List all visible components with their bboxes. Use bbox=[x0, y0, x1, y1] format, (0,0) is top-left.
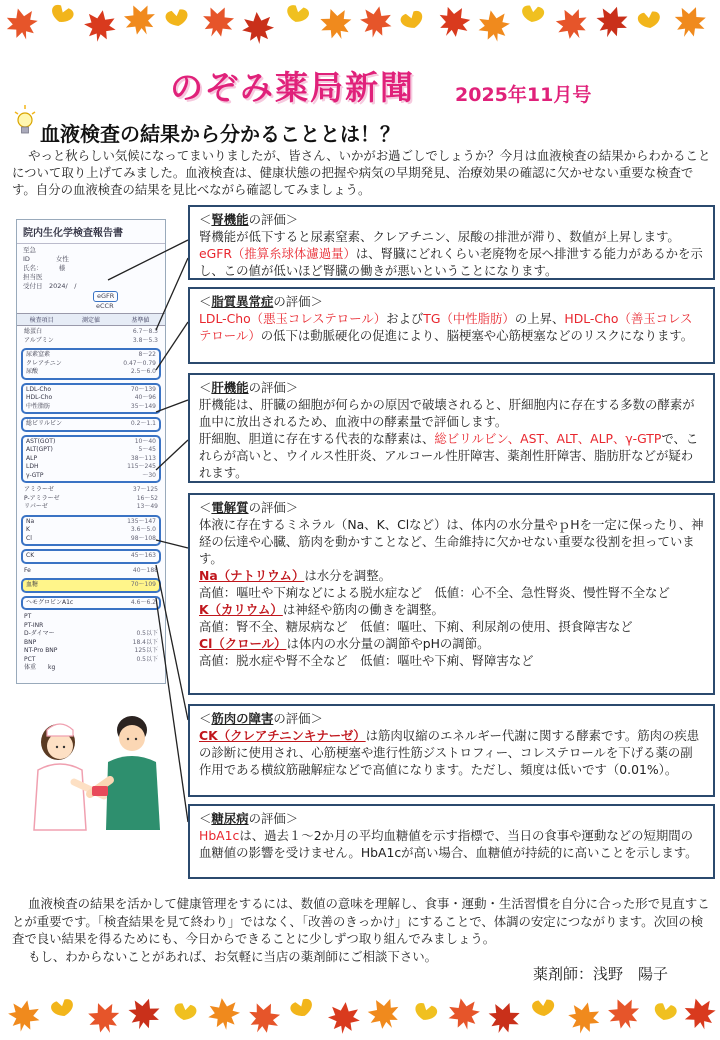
report-item-name: アミラーゼ bbox=[24, 486, 54, 493]
report-row bbox=[26, 463, 156, 472]
report-row bbox=[26, 455, 156, 464]
report-reference-range: 70～109 bbox=[130, 581, 156, 588]
maple-leaf-icon bbox=[241, 11, 276, 46]
report-row bbox=[26, 394, 156, 403]
report-group bbox=[24, 328, 158, 345]
report-item-name: PT bbox=[24, 613, 32, 620]
report-row bbox=[24, 328, 158, 337]
report-reference-range: 10～40 bbox=[134, 437, 156, 445]
kidney-box-title: ＜腎機能の評価＞ bbox=[199, 212, 299, 227]
report-row bbox=[26, 472, 156, 481]
maple-leaf-icon bbox=[81, 7, 118, 44]
report-row bbox=[24, 656, 158, 665]
report-item-name: HDL-Cho bbox=[26, 394, 53, 401]
report-row bbox=[24, 647, 158, 656]
report-reference-range: 5～45 bbox=[138, 446, 156, 453]
kidney-function-box bbox=[188, 205, 715, 280]
maple-leaf-icon bbox=[432, 0, 476, 44]
report-reference-range: 8～22 bbox=[138, 351, 156, 358]
maple-leaf-icon bbox=[565, 999, 604, 1038]
blood-test-report-image bbox=[16, 219, 166, 684]
report-meta: 至急 ID 女性 氏名： 様 担当医 受付日 2024/ / eGFR eCCR bbox=[17, 244, 165, 313]
maple-leaf-icon bbox=[603, 993, 645, 1035]
report-row bbox=[26, 368, 156, 377]
report-groups bbox=[17, 328, 165, 673]
report-row bbox=[26, 351, 156, 360]
report-reference-range: 125以下 bbox=[134, 647, 158, 654]
eccr-label: eCCR bbox=[96, 302, 114, 310]
report-row bbox=[24, 613, 158, 622]
report-reference-range: 16～52 bbox=[136, 494, 158, 502]
report-reference-range: 35～149 bbox=[130, 402, 156, 410]
liver-box-title: ＜肝機能の評価＞ bbox=[199, 380, 299, 395]
ginkgo-leaf-icon bbox=[46, 3, 75, 33]
report-title: 院内生化学検査報告書 bbox=[17, 220, 165, 244]
diabetes-box-title: ＜糖尿病の評価＞ bbox=[199, 811, 299, 826]
report-reference-range: 2.5～6.0 bbox=[130, 368, 156, 375]
kidney-box-text: 腎機能が低下すると尿素窒素、クレアチニン、尿酸の排泄が滞り、数値が上昇します。eGFR（推算糸球体濾過量）は、腎臓にどれくらい老廃物を尿へ排泄する能力があるかを示し、この値が低いほど腎臓の働きが悪いということになります。 bbox=[199, 229, 703, 278]
electrolyte-box bbox=[188, 493, 715, 695]
report-row bbox=[24, 503, 158, 512]
report-item-name: リパーゼ bbox=[24, 503, 48, 510]
report-row bbox=[24, 639, 158, 648]
report-item-name: PT-INR bbox=[24, 621, 44, 629]
report-reference-range: 0.47～0.79 bbox=[123, 359, 156, 367]
ginkgo-leaf-icon bbox=[651, 1002, 678, 1030]
report-item-name: PCT bbox=[24, 655, 36, 663]
report-item-name: LDL-Cho bbox=[26, 385, 52, 393]
maple-leaf-icon bbox=[243, 997, 286, 1040]
maple-leaf-icon bbox=[119, 0, 162, 41]
report-row bbox=[24, 630, 158, 639]
report-reference-range: 0.2～1.1 bbox=[130, 420, 156, 427]
report-item-name: 体重 kg bbox=[24, 664, 56, 671]
article-headline: 血液検査の結果から分かることとは！？ bbox=[40, 122, 400, 146]
report-row bbox=[26, 438, 156, 447]
report-reference-range: 135～147 bbox=[127, 517, 156, 525]
egfr-label: eGFR bbox=[93, 291, 118, 302]
report-row bbox=[26, 526, 156, 535]
report-item-name: 総蛋白 bbox=[24, 328, 43, 335]
lipid-box-title: ＜脂質異常症の評価＞ bbox=[199, 294, 323, 309]
ginkgo-leaf-icon bbox=[399, 9, 427, 39]
report-row bbox=[26, 599, 156, 608]
report-reference-range: 98～108 bbox=[130, 534, 156, 542]
report-row bbox=[24, 495, 158, 504]
report-group bbox=[24, 567, 158, 576]
report-item-name: AST(GOT) bbox=[26, 437, 56, 445]
report-row bbox=[24, 486, 158, 495]
report-row bbox=[26, 518, 156, 527]
report-item-name: アルブミン bbox=[24, 336, 54, 344]
maple-leaf-icon bbox=[362, 992, 406, 1036]
report-group bbox=[21, 383, 161, 415]
report-item-name: クレアチニン bbox=[26, 359, 62, 367]
intro-paragraph: やっと秋らしい気候になってまいりましたが、皆さん、いかがお過ごしでしょうか？今月は血液検査の結果からわかることについて取り上げてみました。血液検査は、健康状態の把握や病気の早期発見、治療効果の確認に欠かせない重要な検査です。自分の血液検査の結果を見比べながら確認してみましょう。 bbox=[12, 148, 711, 197]
report-item-name: 尿素窒素 bbox=[26, 351, 51, 358]
report-row bbox=[24, 622, 158, 631]
diabetes-box bbox=[188, 804, 715, 879]
report-item-name: BNP bbox=[24, 638, 37, 646]
sodium-detail: 高値：嘔吐や下痢などによる脱水症など 低値：心不全、急性腎炎、慢性腎不全など bbox=[199, 585, 670, 600]
report-reference-range: 70～139 bbox=[130, 385, 156, 393]
report-row bbox=[26, 360, 156, 369]
report-header-row: 検査項目 測定値 基準値 bbox=[17, 313, 165, 326]
ginkgo-leaf-icon bbox=[171, 1002, 197, 1029]
report-group bbox=[21, 596, 161, 611]
maple-leaf-icon bbox=[197, 1, 240, 44]
report-item-name: D-ダイマー bbox=[24, 630, 55, 637]
electrolyte-intro: 体液に存在するミネラル（Na、K、Clなど）は、体内の水分量やｐHを一定に保ったり、神経の伝達や心臓、筋肉を動かすことなど、生命維持に欠かせない重要な役割を担っています。 bbox=[199, 517, 704, 566]
report-reference-range: 18.4以下 bbox=[132, 638, 158, 646]
report-item-name: Fe bbox=[24, 566, 31, 574]
closing-paragraphs bbox=[12, 895, 712, 965]
report-item-name: 尿酸 bbox=[26, 368, 39, 375]
ginkgo-leaf-icon bbox=[50, 998, 77, 1027]
newsletter-title: のぞみ薬局新聞 bbox=[170, 68, 415, 107]
report-group bbox=[21, 549, 161, 564]
issue-date: 2025年11月号 bbox=[455, 84, 592, 106]
ginkgo-leaf-icon bbox=[637, 11, 662, 38]
maple-leaf-icon bbox=[445, 995, 483, 1033]
potassium-line: K（カリウム）は神経や筋肉の働きを調整。 bbox=[199, 602, 444, 617]
liver-function-box bbox=[188, 373, 715, 483]
report-group bbox=[24, 613, 158, 673]
report-reference-range: 45～163 bbox=[130, 552, 156, 559]
maple-leaf-icon bbox=[592, 2, 632, 42]
report-row bbox=[26, 552, 156, 561]
liver-box-text-2: 肝細胞、胆道に存在する代表的な酵素は、総ビリルビン、AST、ALT、ALP、γ-GTPで、これらが高いと、ウイルス性肝炎、アルコール性肝障害、薬剤性肝障害、脂肪肝などが疑われます。 bbox=[199, 431, 699, 480]
report-item-name: NT-Pro BNP bbox=[24, 647, 58, 654]
maple-leaf-icon bbox=[550, 2, 593, 45]
report-reference-range: 40～96 bbox=[134, 394, 156, 401]
lipid-box-text: LDL-Cho（悪玉コレステロール）およびTG（中性脂肪）の上昇、HDL-Cho（善玉コレステロール）の低下は動脈硬化の促進により、脳梗塞や心筋梗塞などのリスクになります。 bbox=[199, 311, 694, 343]
report-item-name: P-アミラーゼ bbox=[24, 494, 60, 502]
report-group bbox=[24, 486, 158, 512]
report-reference-range: 40～188 bbox=[132, 566, 158, 574]
report-row bbox=[26, 386, 156, 395]
report-row bbox=[26, 403, 156, 412]
report-item-name: ALT(GPT) bbox=[26, 446, 53, 453]
maple-leaf-icon bbox=[124, 994, 164, 1034]
report-item-name: Cl bbox=[26, 534, 32, 542]
report-item-name: K bbox=[26, 526, 30, 533]
report-item-name: 中性脂肪 bbox=[26, 402, 51, 410]
report-row bbox=[26, 535, 156, 544]
maple-leaf-icon bbox=[483, 997, 524, 1038]
report-group bbox=[21, 435, 161, 484]
report-item-name: ヘモグロビンA1c bbox=[26, 598, 74, 606]
report-reference-range: 3.6～5.0 bbox=[130, 526, 156, 533]
report-row bbox=[26, 420, 156, 429]
report-group bbox=[21, 515, 161, 547]
report-row bbox=[24, 567, 158, 576]
nurse-blood-test-illustration bbox=[20, 700, 170, 840]
muscle-box bbox=[188, 704, 715, 797]
maple-leaf-icon bbox=[669, 1, 711, 43]
chloride-detail: 高値：脱水症や腎不全など 低値：嘔吐や下痢、腎障害など bbox=[199, 653, 534, 668]
report-reference-range: 4.6～6.2 bbox=[130, 598, 156, 606]
lipid-box bbox=[188, 287, 715, 364]
diabetes-box-text: HbA1cは、過去１～2か月の平均血糖値を示す指標で、当日の食事や運動などの短期間の血糖値の影響を受けません。HbA1cが高い場合、血糖値が持続的に高いことを示します。 bbox=[199, 828, 698, 860]
report-row bbox=[26, 581, 156, 590]
maple-leaf-icon bbox=[83, 997, 125, 1039]
maple-leaf-icon bbox=[326, 1000, 361, 1035]
report-reference-range: 6.7～8.3 bbox=[132, 328, 158, 335]
autumn-leaves-top-decoration bbox=[0, 0, 720, 60]
electrolyte-box-title: ＜電解質の評価＞ bbox=[199, 500, 299, 515]
maple-leaf-icon bbox=[315, 3, 356, 44]
report-item-name: 総ビリルビン bbox=[26, 420, 63, 427]
report-group bbox=[21, 417, 161, 432]
maple-leaf-icon bbox=[475, 7, 513, 45]
report-reference-range: 115～245 bbox=[127, 463, 156, 470]
liver-box-text-1: 肝機能は、肝臓の細胞が何らかの原因で破壊されると、肝細胞内に存在する多数の酵素が血中に放出されるため、血液中の酵素量で評価します。 bbox=[199, 397, 695, 429]
lightbulb-icon bbox=[12, 104, 38, 138]
maple-leaf-icon bbox=[680, 994, 720, 1034]
sodium-line: Na（ナトリウム）は水分を調整。 bbox=[199, 568, 392, 583]
report-item-name: ALP bbox=[26, 454, 38, 462]
report-reference-range: 38～113 bbox=[130, 454, 156, 462]
muscle-box-title: ＜筋肉の障害の評価＞ bbox=[199, 711, 323, 726]
report-reference-range: 13～49 bbox=[136, 503, 158, 510]
report-item-name: CK bbox=[26, 552, 35, 559]
closing-paragraph-2: もし、わからないことがあれば、お気軽に当店の薬剤師にご相談下さい。 bbox=[28, 948, 437, 964]
closing-paragraph-1: 血液検査の結果を活かして健康管理をするには、数値の意味を理解し、食事・運動・生活習慣を自分に合った形で見直すことが重要です。「検査結果を見て終わり」ではなく、「改善のきっかけ」にすることで、体調の安定につながります。次回の検査で良い結果を得るためにも、今日からできることに少しずつ取り組んでみましょう。 bbox=[12, 896, 710, 946]
maple-leaf-icon bbox=[206, 996, 242, 1032]
muscle-box-text: CK（クレアチニンキナーゼ）は筋肉収縮のエネルギー代謝に関する酵素です。筋肉の疾患の診断に使用され、心筋梗塞や進行性筋ジストロフィー、コレステロールを下げる薬の副作用である横紋筋融解症などで高値になります。ただし、頻度は低いです（0.01%）。 bbox=[199, 728, 700, 777]
pharmacist-signature: 薬剤師：浅野 陽子 bbox=[533, 965, 669, 983]
maple-leaf-icon bbox=[357, 3, 395, 41]
report-reference-range: 0.5以下 bbox=[136, 655, 158, 663]
report-item-name: γ-GTP bbox=[26, 471, 44, 479]
ginkgo-leaf-icon bbox=[520, 5, 545, 32]
ginkgo-leaf-icon bbox=[532, 999, 557, 1025]
report-row bbox=[26, 446, 156, 455]
potassium-detail: 高値：腎不全、糖尿病など 低値：嘔吐、下痢、利尿剤の使用、摂食障害など bbox=[199, 619, 633, 634]
report-item-name: Na bbox=[26, 517, 35, 525]
report-reference-range: ～30 bbox=[142, 471, 156, 479]
maple-leaf-icon bbox=[5, 997, 43, 1035]
report-reference-range: 3.8～5.3 bbox=[132, 336, 158, 344]
maple-leaf-icon bbox=[2, 4, 41, 43]
report-row bbox=[24, 664, 158, 673]
autumn-leaves-bottom-decoration bbox=[0, 984, 720, 1040]
ginkgo-leaf-icon bbox=[283, 4, 311, 33]
ginkgo-leaf-icon bbox=[165, 8, 191, 35]
report-item-name: 血糖 bbox=[26, 581, 39, 588]
ginkgo-leaf-icon bbox=[289, 997, 318, 1027]
chloride-line: Cl（クロール）は体内の水分量の調節やpHの調節。 bbox=[199, 636, 490, 651]
report-reference-range: 0.5以下 bbox=[136, 630, 158, 637]
report-item-name: LDH bbox=[26, 463, 39, 470]
report-group bbox=[21, 578, 161, 593]
report-row bbox=[24, 337, 158, 346]
ginkgo-leaf-icon bbox=[411, 1001, 439, 1030]
report-group bbox=[21, 348, 161, 380]
report-reference-range: 37～125 bbox=[132, 486, 158, 493]
